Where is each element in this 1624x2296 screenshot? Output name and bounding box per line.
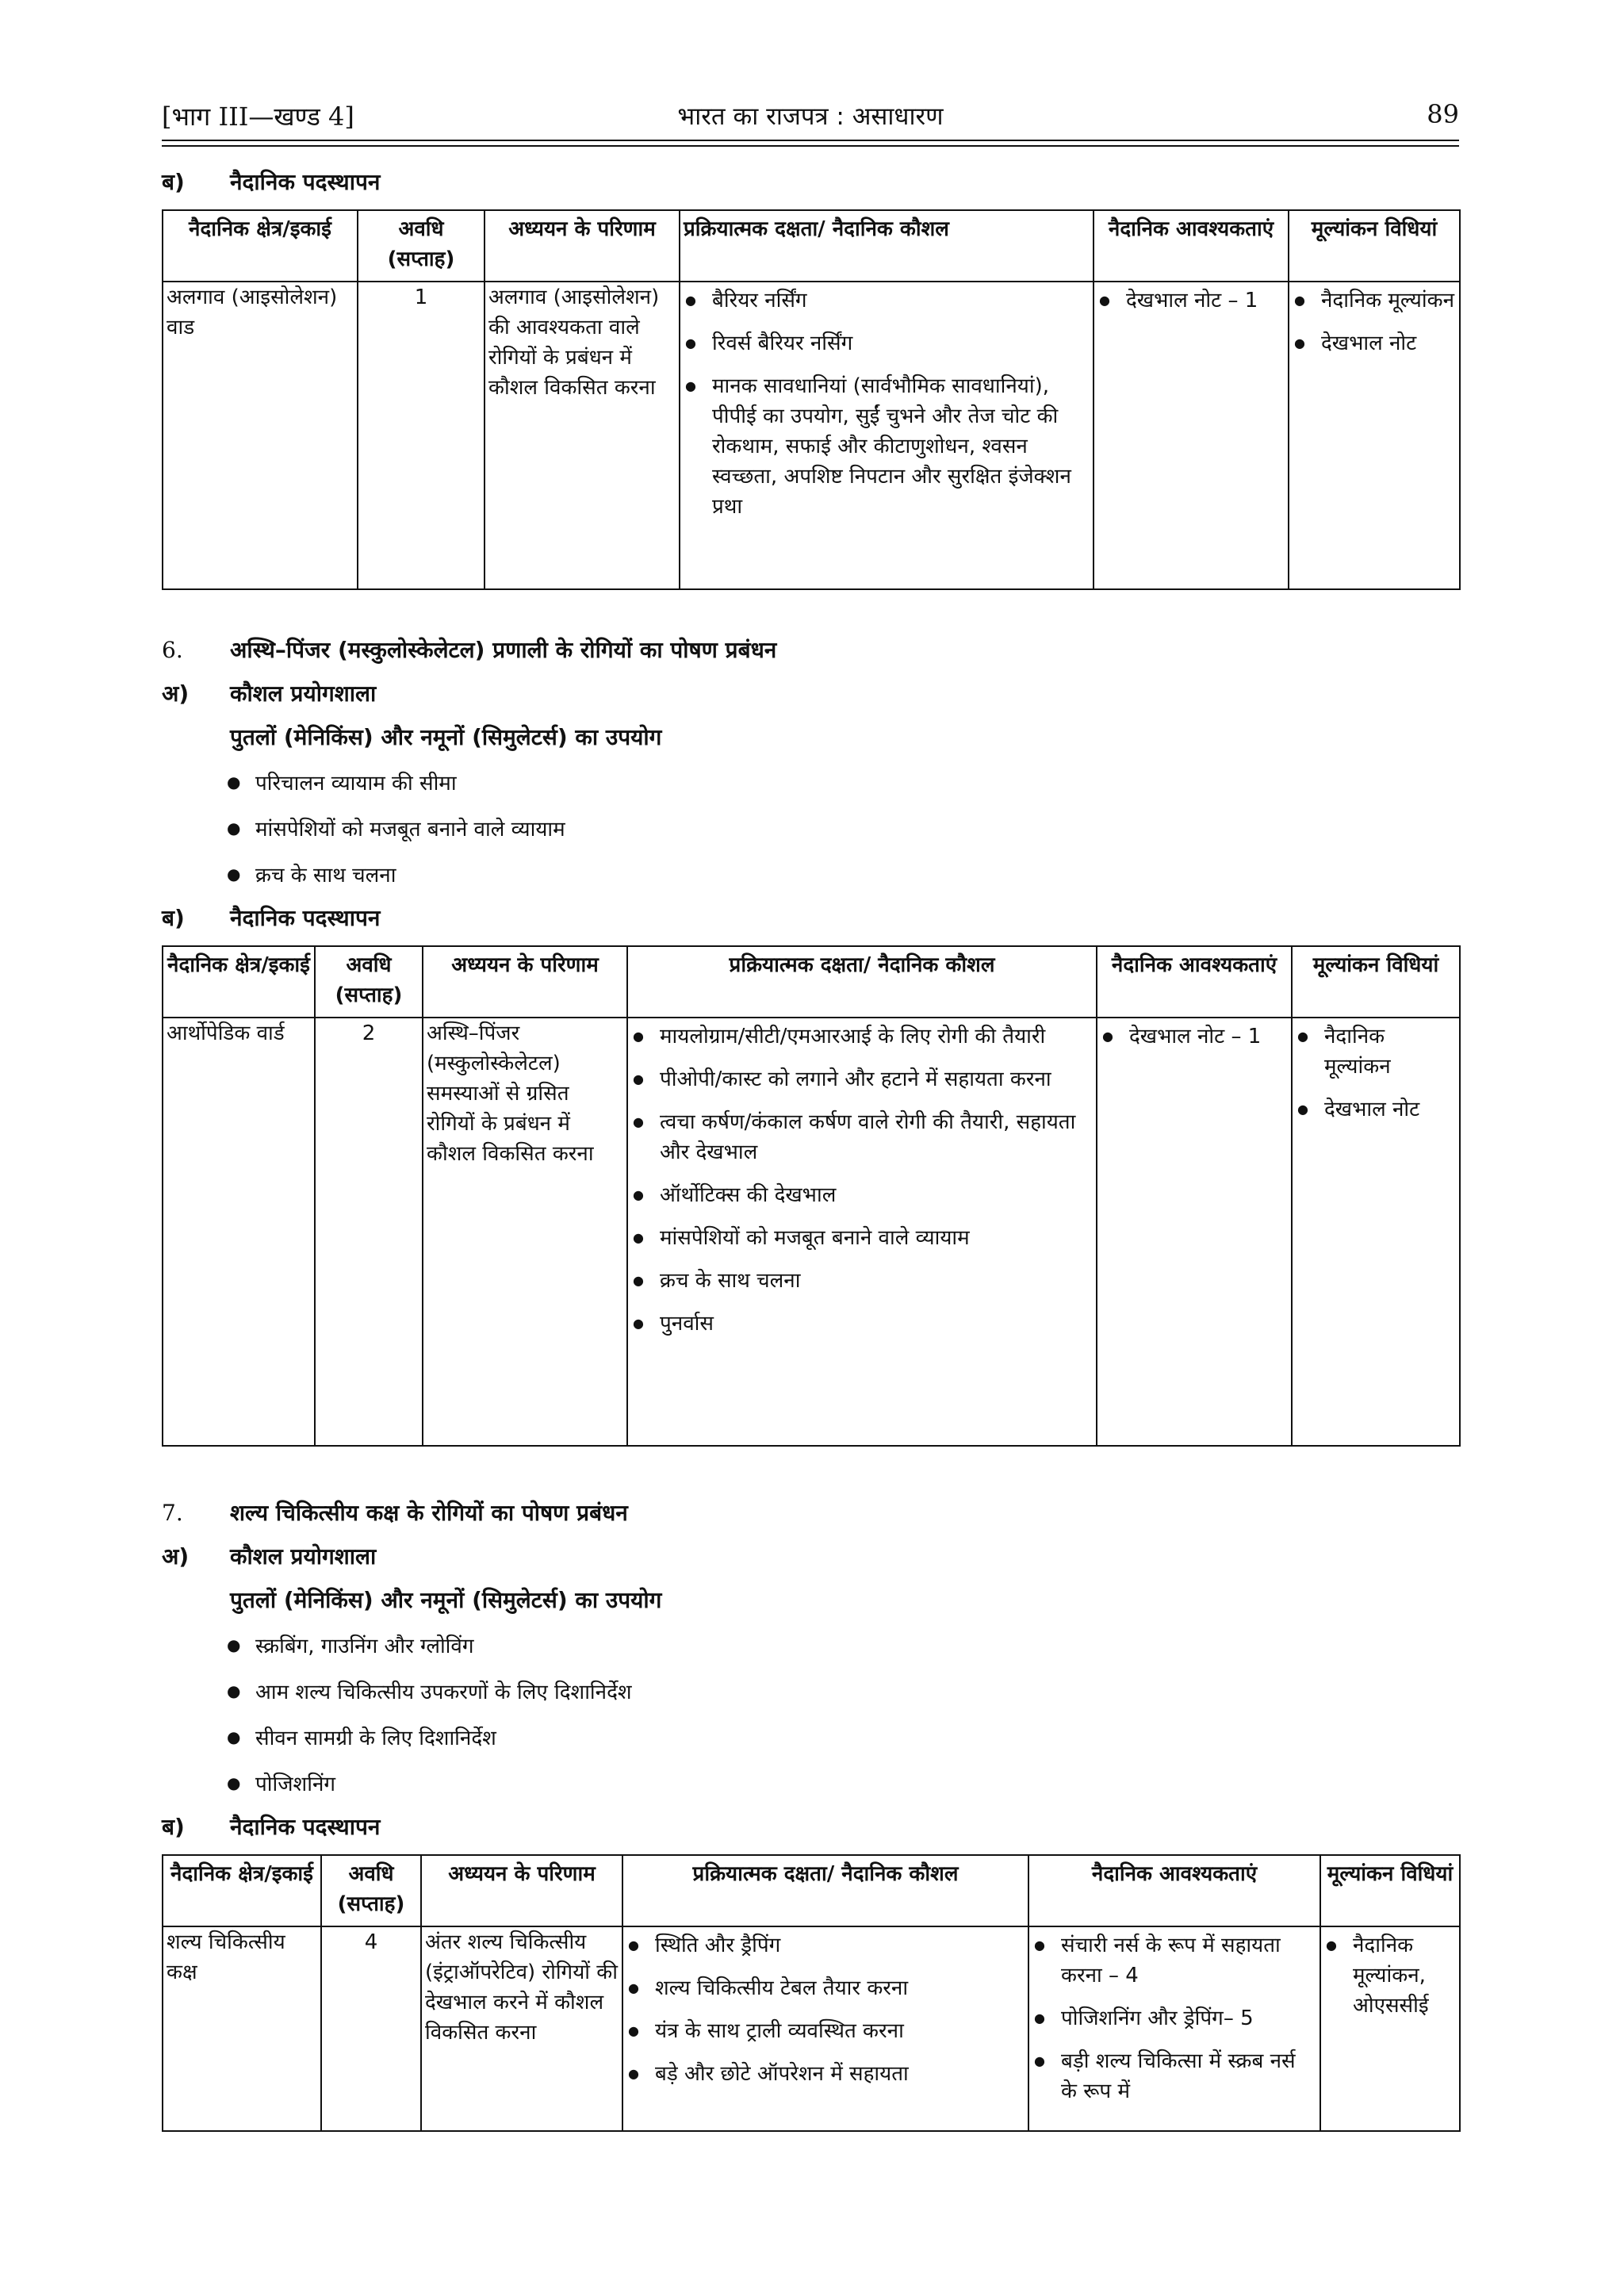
list-item: ● सीवन सामग्री के लिए दिशानिर्देश — [227, 1727, 496, 1750]
list-item: ● मांसपेशियों को मजबूत बनाने वाले व्यायाम — [227, 818, 565, 841]
list-item: ● क्रच के साथ चलना — [631, 1266, 1093, 1296]
list-item: ● क्रच के साथ चलना — [227, 864, 396, 887]
list-item: ● देखभाल नोट – 1 — [1097, 286, 1285, 316]
placement-title: नैदानिक पदस्थापन — [230, 905, 381, 931]
list-item: ● देखभाल नोट – 1 — [1101, 1022, 1288, 1052]
col-header-outcome: अध्ययन के परिणाम — [485, 210, 680, 282]
skill-lab-heading-6 — [162, 678, 376, 708]
cell-skills — [680, 282, 1094, 589]
header-rule-bottom — [162, 145, 1459, 147]
list-item: ● नैदानिक मूल्यांकन — [1296, 1022, 1456, 1082]
col-header-skill: प्रक्रियात्मक दक्षता/ नैदानिक कौशल — [680, 210, 1094, 282]
list-item: ● पुनर्वास — [631, 1309, 1093, 1339]
skill-lab-heading-7 — [162, 1541, 376, 1571]
list-item: ● त्वचा कर्षण/कंकाल कर्षण वाले रोगी की तैयारी, सहायता और देखभाल — [631, 1107, 1093, 1167]
list-item: ● नैदानिक मूल्यांकन — [1293, 286, 1456, 316]
col-header-duration: अवधि (सप्ताह) — [315, 946, 423, 1018]
list-item: ● पीओपी/कास्ट को लगाने और हटाने में सहायता करना — [631, 1064, 1093, 1094]
list-item: ● मायलोग्राम/सीटी/एमआरआई के लिए रोगी की तैयारी — [631, 1022, 1093, 1052]
list-item: ● स्थिति और ड्रैपिंग — [626, 1930, 1025, 1961]
list-item: ● बड़े और छोटे ऑपरेशन में सहायता — [626, 2059, 1025, 2089]
table-row — [163, 1926, 1460, 2131]
list-item: ● देखभाल नोट — [1293, 328, 1456, 358]
list-item: ● शल्य चिकित्सीय टेबल तैयार करना — [626, 1973, 1025, 2003]
section-title: अस्थि–पिंजर (मस्कुलोस्केलेटल) प्रणाली के रोगियों का पोषण प्रबंधन — [230, 637, 777, 663]
running-header — [162, 99, 1459, 137]
table-row — [163, 1018, 1460, 1446]
col-header-duration: अवधि (सप्ताह) — [358, 210, 485, 282]
header-rule-top — [162, 140, 1459, 141]
lab-mark: अ) — [162, 680, 190, 707]
col-header-area: नैदानिक क्षेत्र/इकाई — [163, 1855, 321, 1926]
cell-duration: 2 — [315, 1018, 423, 1446]
cell-requirements — [1094, 282, 1289, 589]
col-header-outcome: अध्ययन के परिणाम — [423, 946, 627, 1018]
lab-subtitle: पुतलों (मेनिकिंस) और नमूनों (सिमुलेटर्स) का उपयोग — [230, 1587, 662, 1613]
col-header-requirement: नैदानिक आवश्यकताएं — [1028, 1855, 1320, 1926]
placement-mark: ब) — [162, 169, 185, 195]
section-number: 6. — [162, 637, 183, 663]
placement-heading-top — [162, 167, 380, 197]
col-header-duration: अवधि (सप्ताह) — [321, 1855, 421, 1926]
cell-skills — [627, 1018, 1097, 1446]
list-item: ● स्क्रबिंग, गाउनिंग और ग्लोविंग — [227, 1635, 474, 1658]
list-item: ● रिवर्स बैरियर नर्सिंग — [684, 328, 1090, 358]
section-number: 7. — [162, 1500, 183, 1526]
placement-table-isolation — [162, 209, 1461, 590]
list-item: ● परिचालन व्यायाम की सीमा — [227, 772, 457, 795]
cell-area: आर्थोपेडिक वार्ड — [163, 1018, 315, 1446]
cell-outcome: अलगाव (आइसोलेशन) की आवश्यकता वाले रोगियों के प्रबंधन में कौशल विकसित करना — [485, 282, 680, 589]
cell-requirements — [1097, 1018, 1292, 1446]
placement-heading-6 — [162, 903, 380, 933]
col-header-requirement: नैदानिक आवश्यकताएं — [1097, 946, 1292, 1018]
col-header-assessment: मूल्यांकन विधियां — [1292, 946, 1460, 1018]
list-item: ● मांसपेशियों को मजबूत बनाने वाले व्यायाम — [631, 1223, 1093, 1253]
cell-duration: 4 — [321, 1926, 421, 2131]
cell-requirements — [1028, 1926, 1320, 2131]
placement-heading-7 — [162, 1811, 380, 1842]
col-header-requirement: नैदानिक आवश्यकताएं — [1094, 210, 1289, 282]
cell-outcome: अस्थि–पिंजर (मस्कुलोस्केलेटल) समस्याओं से ग्रसित रोगियों के प्रबंधन में कौशल विकसित करना — [423, 1018, 627, 1446]
lab-subtitle: पुतलों (मेनिकिंस) और नमूनों (सिमुलेटर्स) का उपयोग — [230, 724, 662, 750]
placement-title: नैदानिक पदस्थापन — [230, 1814, 381, 1840]
list-item: ● बैरियर नर्सिंग — [684, 286, 1090, 316]
placement-mark: ब) — [162, 1814, 185, 1840]
section-6-heading — [162, 634, 776, 665]
list-item: ● आम शल्य चिकित्सीय उपकरणों के लिए दिशानिर्देश — [227, 1681, 632, 1704]
list-item: ● मानक सावधानियां (सार्वभौमिक सावधानियां), पीपीई का उपयोग, सुईं चुभने और तेज चोट की रोकथाम, सफाई और कीटाणुशोधन, श्वसन स्वच्छता, अपशिष्ट निपटान और सुरक्षित इंजेक्शन प्रथा — [684, 371, 1090, 522]
placement-table-orthopedic — [162, 945, 1461, 1447]
list-item: ● पोजिशनिंग — [227, 1773, 336, 1796]
col-header-area: नैदानिक क्षेत्र/इकाई — [163, 946, 315, 1018]
col-header-outcome: अध्ययन के परिणाम — [421, 1855, 622, 1926]
list-item: ● संचारी नर्स के रूप में सहायता करना – 4 — [1032, 1930, 1316, 1991]
header-gazette-title: भारत का राजपत्र : असाधारण — [677, 102, 944, 131]
list-item: ● देखभाल नोट — [1296, 1094, 1456, 1125]
cell-skills — [622, 1926, 1028, 2131]
list-item: ● बड़ी शल्य चिकित्सा में स्क्रब नर्स के रूप में — [1032, 2046, 1316, 2106]
list-item: ● पोजिशनिंग और ड्रेपिंग– 5 — [1032, 2003, 1316, 2033]
col-header-area: नैदानिक क्षेत्र/इकाई — [163, 210, 358, 282]
col-header-skill: प्रक्रियात्मक दक्षता/ नैदानिक कौशल — [627, 946, 1097, 1018]
table-row — [163, 282, 1460, 589]
list-item: ● यंत्र के साथ ट्राली व्यवस्थित करना — [626, 2016, 1025, 2046]
cell-assessments — [1320, 1926, 1460, 2131]
header-part-section: [भाग III—खण्ड 4] — [162, 102, 354, 132]
placement-mark: ब) — [162, 905, 185, 931]
placement-title: नैदानिक पदस्थापन — [230, 169, 381, 195]
page-number: 89 — [1427, 99, 1459, 129]
lab-mark: अ) — [162, 1543, 190, 1570]
cell-duration: 1 — [358, 282, 485, 589]
col-header-assessment: मूल्यांकन विधियां — [1320, 1855, 1460, 1926]
placement-table-operation-theatre — [162, 1854, 1461, 2132]
cell-area: शल्य चिकित्सीय कक्ष — [163, 1926, 321, 2131]
col-header-skill: प्रक्रियात्मक दक्षता/ नैदानिक कौशल — [622, 1855, 1028, 1926]
lab-title: कौशल प्रयोगशाला — [230, 1543, 377, 1570]
cell-assessments — [1289, 282, 1460, 589]
lab-title: कौशल प्रयोगशाला — [230, 680, 377, 707]
cell-assessments — [1292, 1018, 1460, 1446]
col-header-assessment: मूल्यांकन विधियां — [1289, 210, 1460, 282]
section-title: शल्य चिकित्सीय कक्ष के रोगियों का पोषण प्रबंधन — [230, 1500, 628, 1526]
list-item: ● ऑर्थोटिक्स की देखभाल — [631, 1180, 1093, 1210]
cell-outcome: अंतर शल्य चिकित्सीय (इंट्राऑपरेटिव) रोगियों की देखभाल करने में कौशल विकसित करना — [421, 1926, 622, 2131]
cell-area: अलगाव (आइसोलेशन) वाड — [163, 282, 358, 589]
section-7-heading — [162, 1497, 628, 1527]
list-item: ● नैदानिक मूल्यांकन, ओएससीई — [1324, 1930, 1456, 2021]
